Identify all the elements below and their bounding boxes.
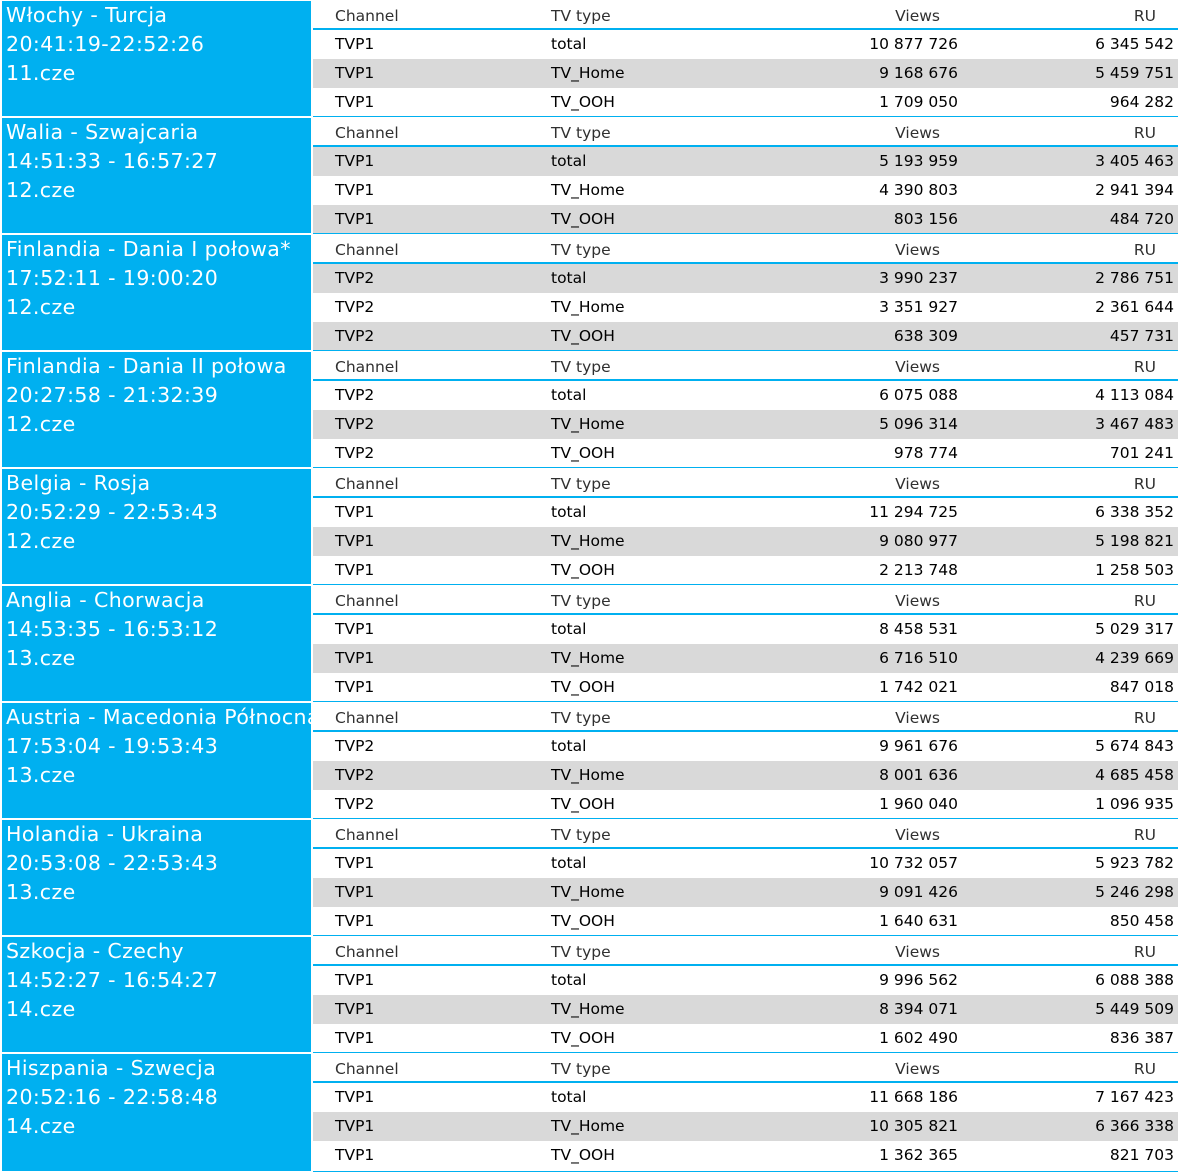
column-header-tv-type: TV type (551, 358, 611, 376)
match-date: 13.cze (6, 646, 76, 670)
channel-cell: TVP1 (335, 678, 375, 696)
channel-cell: TVP1 (335, 35, 375, 53)
tv-type-cell: TV_Home (551, 1000, 625, 1018)
views-cell: 978 774 (893, 444, 958, 462)
column-header-tv-type: TV type (551, 475, 611, 493)
views-cell: 5 193 959 (879, 152, 958, 170)
ru-cell: 2 361 644 (1095, 298, 1174, 316)
tv-type-cell: TV_Home (551, 649, 625, 667)
match-block (0, 702, 1178, 819)
match-time-range: 20:52:29 - 22:53:43 (6, 500, 219, 524)
views-cell: 1 960 040 (879, 795, 958, 813)
table-row (313, 88, 1178, 117)
match-time-range: 20:27:58 - 21:32:39 (6, 383, 219, 407)
table-row (313, 410, 1178, 439)
match-table (313, 819, 1178, 936)
match-table (313, 0, 1178, 117)
ru-cell: 7 167 423 (1095, 1088, 1174, 1106)
table-row (313, 293, 1178, 322)
column-header-channel: Channel (335, 592, 399, 610)
table-row (313, 322, 1178, 351)
column-header-views: Views (895, 592, 940, 610)
ru-cell: 6 366 338 (1095, 1117, 1174, 1135)
channel-cell: TVP2 (335, 386, 375, 404)
ru-cell: 701 241 (1109, 444, 1174, 462)
tv-type-cell: TV_Home (551, 298, 625, 316)
tv-type-cell: total (551, 620, 587, 638)
match-label (2, 703, 320, 818)
table-row (313, 673, 1178, 702)
match-time-range: 17:53:04 - 19:53:43 (6, 734, 219, 758)
channel-cell: TVP1 (335, 883, 375, 901)
channel-cell: TVP1 (335, 1146, 375, 1164)
views-cell: 9 996 562 (879, 971, 958, 989)
ru-cell: 5 029 317 (1095, 620, 1174, 638)
column-header-ru: RU (1133, 358, 1156, 376)
column-header-views: Views (895, 709, 940, 727)
tv-type-cell: total (551, 503, 587, 521)
views-cell: 9 080 977 (879, 532, 958, 550)
tv-type-cell: total (551, 35, 587, 53)
ru-cell: 850 458 (1109, 912, 1174, 930)
table-row (313, 1141, 1178, 1170)
views-cell: 8 458 531 (879, 620, 958, 638)
tv-type-cell: total (551, 737, 587, 755)
views-cell: 8 001 636 (879, 766, 958, 784)
header-row (313, 936, 1178, 966)
match-block (0, 0, 1178, 117)
column-header-ru: RU (1133, 7, 1156, 25)
ru-cell: 6 338 352 (1095, 503, 1174, 521)
match-block (0, 117, 1178, 234)
column-header-views: Views (895, 826, 940, 844)
tv-type-cell: TV_Home (551, 766, 625, 784)
match-title: Anglia - Chorwacja (6, 588, 205, 612)
match-title: Austria - Macedonia Północna (6, 705, 320, 729)
channel-cell: TVP1 (335, 649, 375, 667)
column-header-views: Views (895, 241, 940, 259)
table-row (313, 732, 1178, 761)
channel-cell: TVP1 (335, 1000, 375, 1018)
ru-cell: 6 345 542 (1095, 35, 1174, 53)
tv-type-cell: total (551, 854, 587, 872)
ru-cell: 4 113 084 (1095, 386, 1174, 404)
column-header-tv-type: TV type (551, 124, 611, 142)
match-label (2, 235, 311, 350)
views-cell: 1 742 021 (879, 678, 958, 696)
match-title: Finlandia - Dania I połowa* (6, 237, 291, 261)
match-block (0, 234, 1178, 351)
views-cell: 3 990 237 (879, 269, 958, 287)
match-date: 14.cze (6, 1114, 76, 1138)
table-row (313, 59, 1178, 88)
views-cell: 638 309 (893, 327, 958, 345)
tv-type-cell: total (551, 1088, 587, 1106)
channel-cell: TVP2 (335, 737, 375, 755)
table-row (313, 498, 1178, 527)
column-header-ru: RU (1133, 826, 1156, 844)
tv-type-cell: TV_OOH (551, 1146, 615, 1164)
table-row (313, 527, 1178, 556)
channel-cell: TVP2 (335, 444, 375, 462)
table-row (313, 439, 1178, 468)
views-cell: 4 390 803 (879, 181, 958, 199)
views-cell: 11 294 725 (869, 503, 958, 521)
tv-type-cell: TV_Home (551, 64, 625, 82)
table-row (313, 264, 1178, 293)
column-header-tv-type: TV type (551, 241, 611, 259)
channel-cell: TVP1 (335, 620, 375, 638)
header-row (313, 117, 1178, 147)
match-time-range: 14:52:27 - 16:54:27 (6, 968, 219, 992)
views-cell: 10 877 726 (869, 35, 958, 53)
channel-cell: TVP1 (335, 532, 375, 550)
column-header-tv-type: TV type (551, 943, 611, 961)
tv-type-cell: TV_OOH (551, 912, 615, 930)
views-cell: 10 305 821 (869, 1117, 958, 1135)
views-cell: 1 709 050 (879, 93, 958, 111)
tv-type-cell: TV_Home (551, 181, 625, 199)
views-cell: 1 602 490 (879, 1029, 958, 1047)
ru-cell: 2 786 751 (1095, 269, 1174, 287)
match-table (313, 702, 1178, 819)
column-header-channel: Channel (335, 358, 399, 376)
match-time-range: 14:53:35 - 16:53:12 (6, 617, 219, 641)
column-header-ru: RU (1133, 241, 1156, 259)
match-date: 12.cze (6, 412, 76, 436)
match-time-range: 14:51:33 - 16:57:27 (6, 149, 219, 173)
tv-type-cell: TV_OOH (551, 795, 615, 813)
ru-cell: 821 703 (1109, 1146, 1174, 1164)
channel-cell: TVP1 (335, 503, 375, 521)
tv-type-cell: TV_OOH (551, 210, 615, 228)
channel-cell: TVP1 (335, 971, 375, 989)
views-cell: 2 213 748 (879, 561, 958, 579)
column-header-views: Views (895, 943, 940, 961)
ru-cell: 2 941 394 (1095, 181, 1174, 199)
channel-cell: TVP2 (335, 327, 375, 345)
match-title: Hiszpania - Szwecja (6, 1056, 217, 1080)
ru-cell: 5 246 298 (1095, 883, 1174, 901)
column-header-views: Views (895, 7, 940, 25)
ru-cell: 3 405 463 (1095, 152, 1174, 170)
match-table (313, 351, 1178, 468)
table-row (313, 1083, 1178, 1112)
match-table (313, 117, 1178, 234)
match-time-range: 20:41:19-22:52:26 (6, 32, 205, 56)
table-row (313, 205, 1178, 234)
match-table (313, 468, 1178, 585)
ru-cell: 5 674 843 (1095, 737, 1174, 755)
table-row (313, 381, 1178, 410)
header-row (313, 234, 1178, 264)
ru-cell: 457 731 (1109, 327, 1174, 345)
table-row (313, 644, 1178, 673)
match-time-range: 20:52:16 - 22:58:48 (6, 1085, 219, 1109)
tv-type-cell: TV_OOH (551, 327, 615, 345)
match-label (2, 352, 311, 467)
channel-cell: TVP2 (335, 269, 375, 287)
column-header-channel: Channel (335, 1060, 399, 1078)
match-title: Włochy - Turcja (6, 3, 168, 27)
tv-type-cell: total (551, 386, 587, 404)
views-cell: 11 668 186 (869, 1088, 958, 1106)
column-header-views: Views (895, 124, 940, 142)
ru-cell: 964 282 (1109, 93, 1174, 111)
table-row (313, 849, 1178, 878)
match-block (0, 585, 1178, 702)
ru-cell: 5 449 509 (1095, 1000, 1174, 1018)
match-table (313, 585, 1178, 702)
match-label (2, 1054, 311, 1171)
channel-cell: TVP1 (335, 210, 375, 228)
tv-type-cell: TV_Home (551, 415, 625, 433)
tv-type-cell: total (551, 152, 587, 170)
tv-type-cell: TV_OOH (551, 93, 615, 111)
channel-cell: TVP1 (335, 93, 375, 111)
tv-type-cell: TV_OOH (551, 561, 615, 579)
table-row (313, 1112, 1178, 1141)
ru-cell: 4 239 669 (1095, 649, 1174, 667)
views-cell: 9 961 676 (879, 737, 958, 755)
column-header-ru: RU (1133, 124, 1156, 142)
match-block (0, 1053, 1178, 1172)
channel-cell: TVP2 (335, 795, 375, 813)
match-date: 12.cze (6, 295, 76, 319)
channel-cell: TVP1 (335, 64, 375, 82)
views-cell: 6 075 088 (879, 386, 958, 404)
match-title: Holandia - Ukraina (6, 822, 204, 846)
tv-type-cell: TV_Home (551, 883, 625, 901)
views-cell: 803 156 (893, 210, 958, 228)
column-header-ru: RU (1133, 1060, 1156, 1078)
match-table (313, 234, 1178, 351)
match-date: 13.cze (6, 880, 76, 904)
column-header-channel: Channel (335, 241, 399, 259)
header-row (313, 702, 1178, 732)
column-header-ru: RU (1133, 475, 1156, 493)
match-block (0, 351, 1178, 468)
header-row (313, 1053, 1178, 1083)
channel-cell: TVP1 (335, 1117, 375, 1135)
views-cell: 10 732 057 (869, 854, 958, 872)
ru-cell: 1 258 503 (1095, 561, 1174, 579)
match-date: 12.cze (6, 529, 76, 553)
channel-cell: TVP2 (335, 298, 375, 316)
column-header-views: Views (895, 475, 940, 493)
views-cell: 9 168 676 (879, 64, 958, 82)
match-block (0, 468, 1178, 585)
tv-type-cell: total (551, 269, 587, 287)
table-row (313, 176, 1178, 205)
table-row (313, 790, 1178, 819)
match-label (2, 1, 311, 116)
ru-cell: 484 720 (1109, 210, 1174, 228)
table-row (313, 30, 1178, 59)
ru-cell: 1 096 935 (1095, 795, 1174, 813)
views-cell: 3 351 927 (879, 298, 958, 316)
match-date: 12.cze (6, 178, 76, 202)
match-label (2, 469, 311, 584)
column-header-channel: Channel (335, 943, 399, 961)
column-header-tv-type: TV type (551, 7, 611, 25)
channel-cell: TVP1 (335, 1088, 375, 1106)
match-time-range: 20:53:08 - 22:53:43 (6, 851, 219, 875)
channel-cell: TVP1 (335, 1029, 375, 1047)
tv-type-cell: TV_OOH (551, 678, 615, 696)
header-row (313, 585, 1178, 615)
tv-type-cell: total (551, 971, 587, 989)
column-header-channel: Channel (335, 7, 399, 25)
column-header-tv-type: TV type (551, 709, 611, 727)
match-label (2, 937, 311, 1052)
match-table (313, 1053, 1178, 1172)
column-header-tv-type: TV type (551, 1060, 611, 1078)
column-header-ru: RU (1133, 943, 1156, 961)
header-row (313, 468, 1178, 498)
channel-cell: TVP1 (335, 152, 375, 170)
match-title: Walia - Szwajcaria (6, 120, 199, 144)
table-row (313, 615, 1178, 644)
column-header-tv-type: TV type (551, 826, 611, 844)
match-label (2, 586, 311, 701)
ru-cell: 5 198 821 (1095, 532, 1174, 550)
views-cell: 1 362 365 (879, 1146, 958, 1164)
match-block (0, 936, 1178, 1053)
ru-cell: 3 467 483 (1095, 415, 1174, 433)
channel-cell: TVP1 (335, 912, 375, 930)
match-label (2, 118, 311, 233)
match-title: Belgia - Rosja (6, 471, 151, 495)
table-row (313, 907, 1178, 936)
match-title: Finlandia - Dania II połowa (6, 354, 287, 378)
channel-cell: TVP1 (335, 181, 375, 199)
match-title: Szkocja - Czechy (6, 939, 184, 963)
header-row (313, 0, 1178, 30)
header-row (313, 351, 1178, 381)
views-cell: 9 091 426 (879, 883, 958, 901)
views-cell: 5 096 314 (879, 415, 958, 433)
match-block (0, 819, 1178, 936)
column-header-channel: Channel (335, 124, 399, 142)
column-header-ru: RU (1133, 709, 1156, 727)
ru-cell: 847 018 (1109, 678, 1174, 696)
tv-type-cell: TV_OOH (551, 1029, 615, 1047)
channel-cell: TVP2 (335, 415, 375, 433)
table-row (313, 147, 1178, 176)
channel-cell: TVP2 (335, 766, 375, 784)
ru-cell: 5 923 782 (1095, 854, 1174, 872)
tv-type-cell: TV_OOH (551, 444, 615, 462)
column-header-tv-type: TV type (551, 592, 611, 610)
column-header-channel: Channel (335, 826, 399, 844)
match-date: 14.cze (6, 997, 76, 1021)
channel-cell: TVP1 (335, 854, 375, 872)
table-row (313, 1024, 1178, 1053)
column-header-ru: RU (1133, 592, 1156, 610)
ru-cell: 836 387 (1109, 1029, 1174, 1047)
tv-type-cell: TV_Home (551, 532, 625, 550)
ru-cell: 6 088 388 (1095, 971, 1174, 989)
ru-cell: 5 459 751 (1095, 64, 1174, 82)
header-row (313, 819, 1178, 849)
column-header-channel: Channel (335, 475, 399, 493)
table-row (313, 761, 1178, 790)
views-cell: 8 394 071 (879, 1000, 958, 1018)
match-date: 11.cze (6, 61, 76, 85)
table-row (313, 878, 1178, 907)
tv-type-cell: TV_Home (551, 1117, 625, 1135)
views-cell: 1 640 631 (879, 912, 958, 930)
match-time-range: 17:52:11 - 19:00:20 (6, 266, 219, 290)
column-header-views: Views (895, 358, 940, 376)
table-row (313, 556, 1178, 585)
channel-cell: TVP1 (335, 561, 375, 579)
ru-cell: 4 685 458 (1095, 766, 1174, 784)
match-label (2, 820, 311, 935)
table-row (313, 995, 1178, 1024)
column-header-views: Views (895, 1060, 940, 1078)
match-date: 13.cze (6, 763, 76, 787)
column-header-channel: Channel (335, 709, 399, 727)
match-table (313, 936, 1178, 1053)
table-row (313, 966, 1178, 995)
views-cell: 6 716 510 (879, 649, 958, 667)
